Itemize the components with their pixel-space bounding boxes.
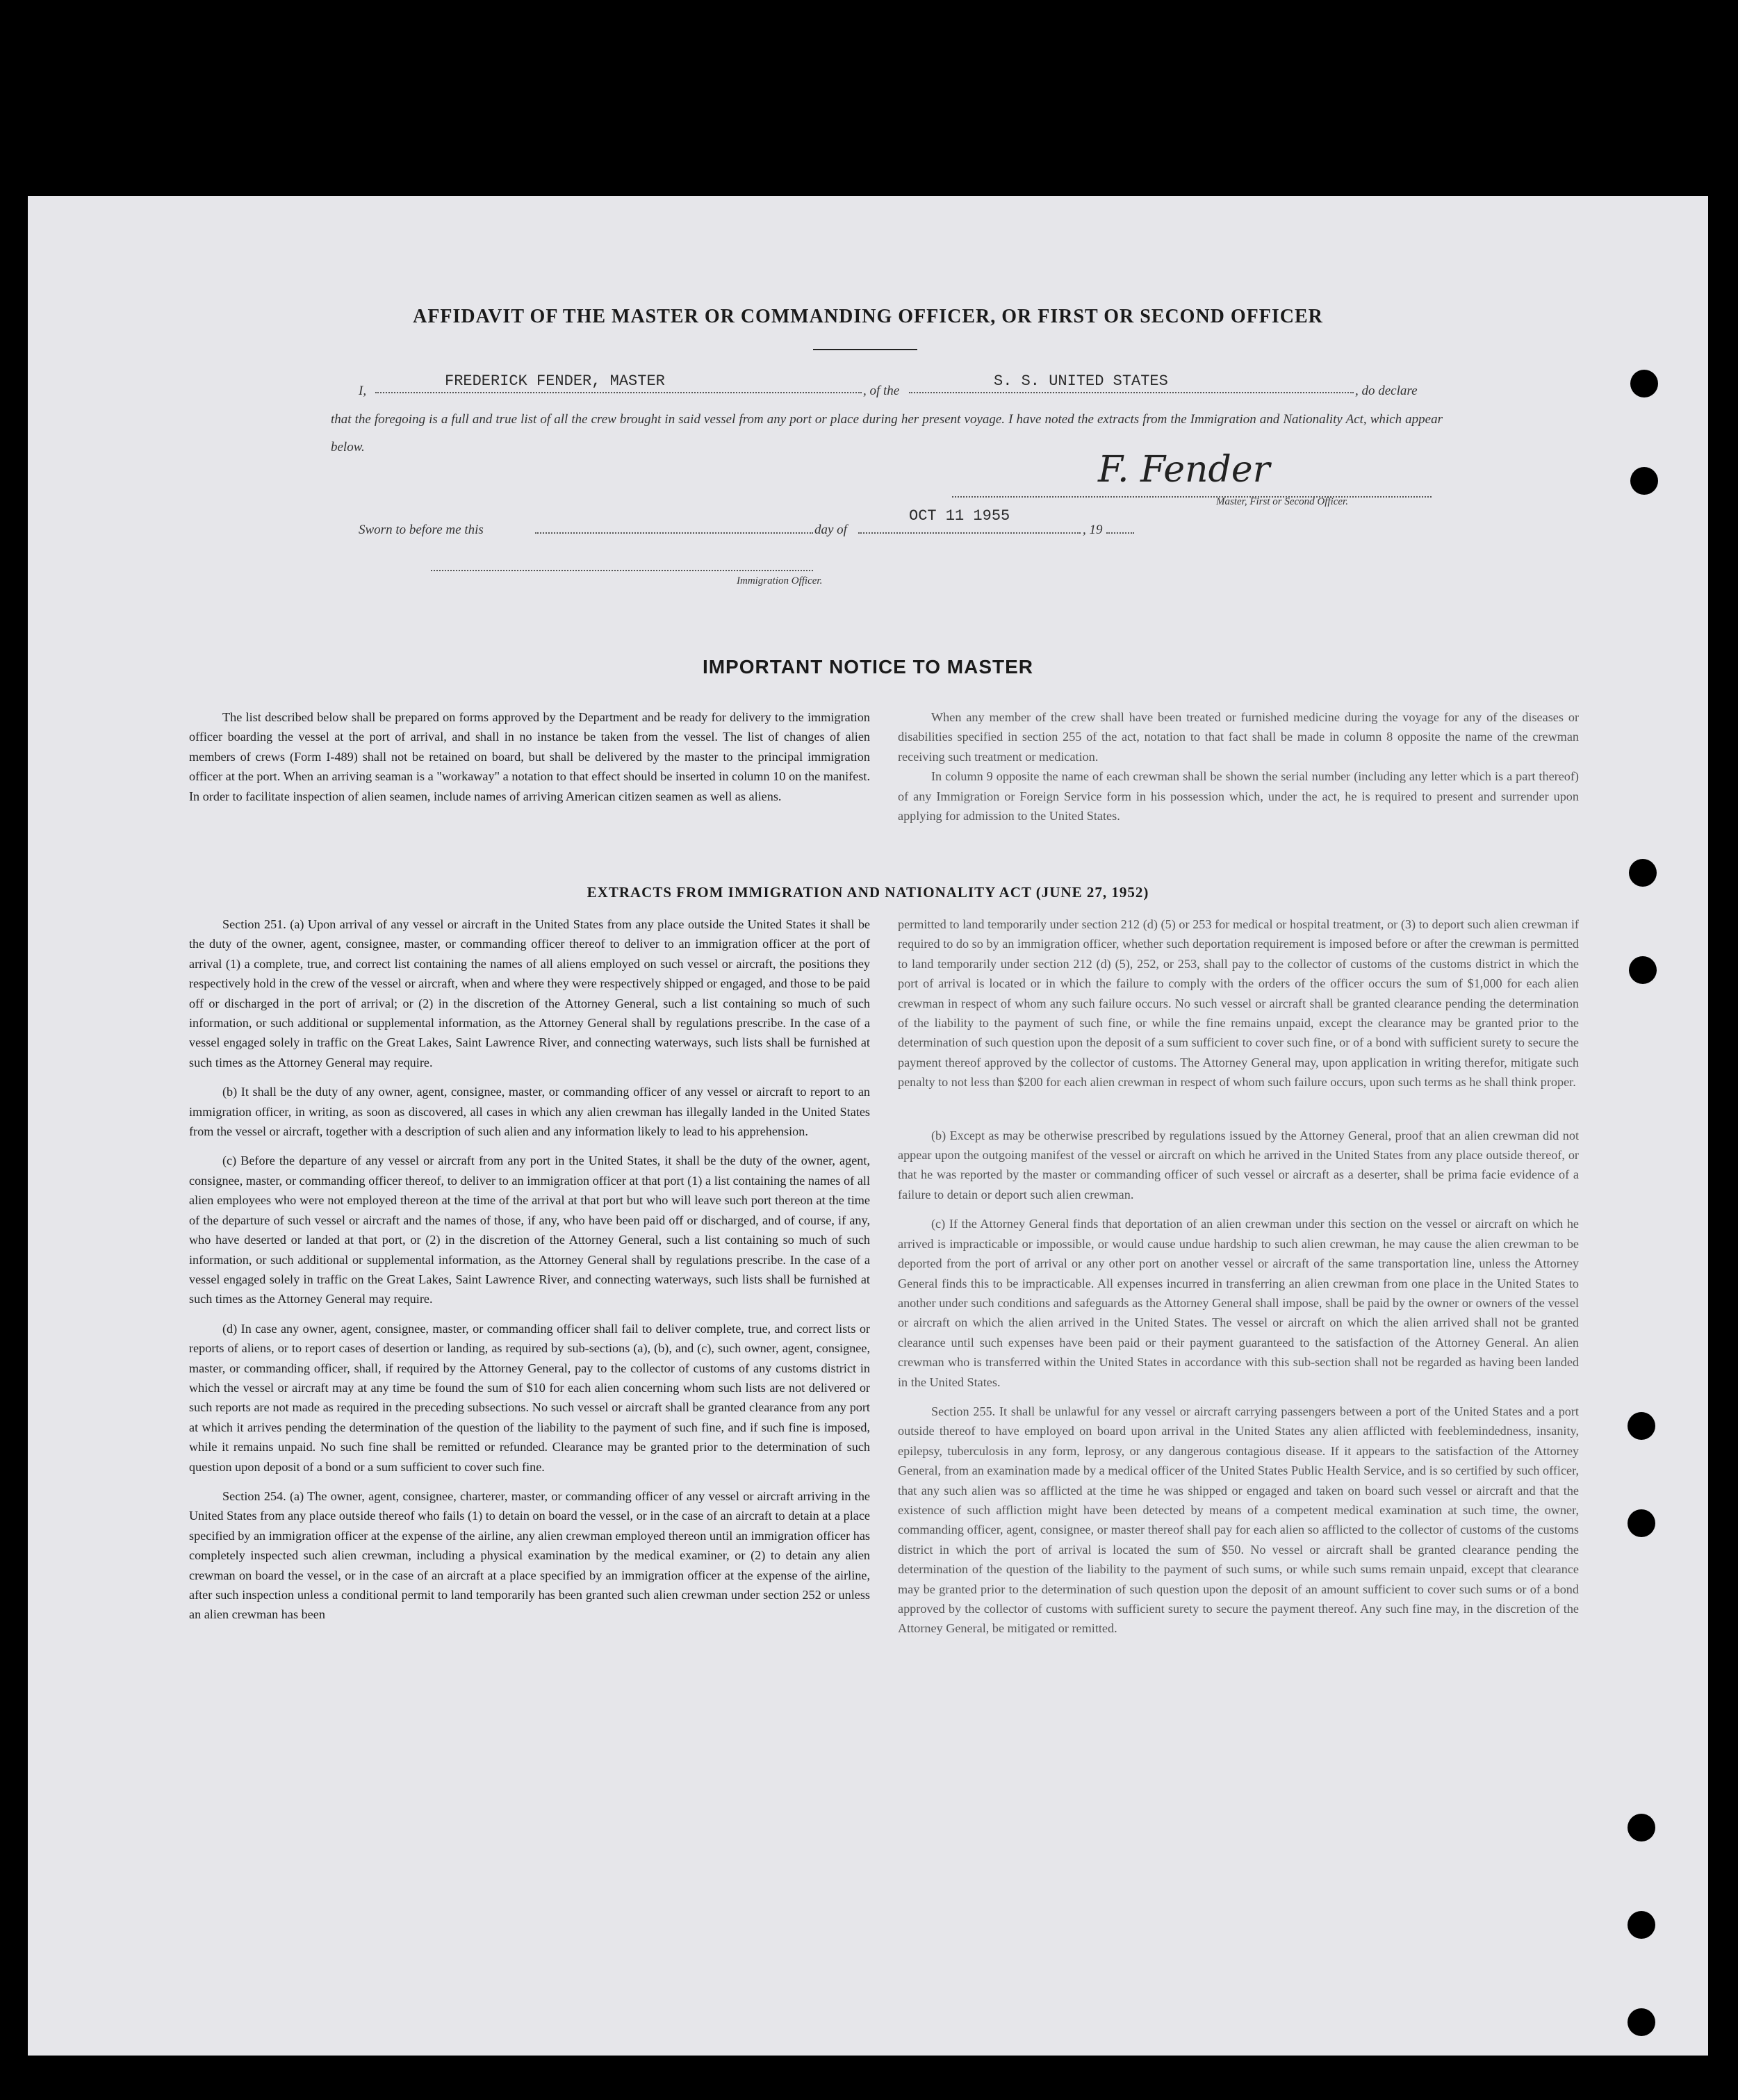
section-251-b: (b) It shall be the duty of any owner, agent, consignee, master, or commanding officer of any vessel or aircraft to report to an immigration officer, in writing, as soon as discovered, all cases in which any alien crewman has illegally landed in the United States from the vessel or aircraft, together with a description of such alien and any information likely to lead to his apprehension. — [189, 1085, 870, 1139]
year-line — [1106, 532, 1134, 534]
title-rule — [813, 349, 917, 350]
notice-left-text: The list described below shall be prepared on forms approved by the Department and be ready for delivery to the immigration officer boarding the vessel at the port of arrival, and shall in no instance be taken from the vessel. The list of changes of alien members of crews (Form I-489) shall not be retained on board, but shall be delivered by the master to the principal immigration officer at the port. When an arriving seaman is a "workaway" a notation to that effect should be inserted in column 10 on the manifest. In order to facilitate inspection of alien seamen, include names of arriving American citizen seamen as well as aliens. — [189, 710, 870, 803]
day-of-label: day of — [814, 523, 847, 537]
binder-hole — [1629, 859, 1657, 887]
section-251-d: (d) In case any owner, agent, consignee, master, or commanding officer shall fail to deliver complete, true, and correct lists or reports of aliens, or to report cases of desertion or landing, as required by sub-sections (a), (b), and (c), such owner, agent, consignee, master, or commanding officer, shall, if required by the Attorney General, pay to the collector of customs of any customs district in which the vessel or aircraft may at any time be found the sum of $10 for each alien concerning whom such lists are not delivered or such reports are not made as required in the preceding subsections. No such vessel or aircraft shall be granted clearance from any port at which it arrives pending the determination of the question of the liability to the payment of such fine, and if such fine is imposed, while it remains unpaid. No such fine shall be remitted or refunded. Clearance may be granted prior to the determination of such question upon deposit of a bond or a sum sufficient to cover such fine. — [189, 1321, 870, 1474]
extracts-right-column — [898, 914, 1579, 1648]
section-254-c: (c) If the Attorney General finds that deportation of an alien crewman under this section on the vessel or aircraft on which he arrived is impracticable or impossible, or would cause undue hardship to such alien crewman, he may cause the alien crewman to be deported from the port of arrival or any other port on another vessel or aircraft of the same transportation line, unless the Attorney General finds this to be impracticable. All expenses incurred in transferring an alien crewman from one place in the United States to another under such conditions and safeguards as the Attorney General shall impose, shall be paid by the owner or owners of the vessel or aircraft on which the alien arrived in the United States. The vessel or aircraft on which the alien arrived shall not be granted clearance until such expenses have been paid or their payment guaranteed to the satisfaction of the Attorney General. An alien crewman who is transferred within the United States in accordance with this sub-section shall not be regarded as having been landed in the United States. — [898, 1217, 1579, 1389]
signature-caption: Master, First or Second Officer. — [1216, 496, 1348, 507]
declare-label: , do declare — [1355, 384, 1418, 398]
binder-hole — [1628, 1412, 1655, 1440]
i-label: I, — [359, 384, 367, 398]
year-prefix: , 19 — [1083, 523, 1103, 537]
sworn-label: Sworn to before me this — [359, 523, 484, 537]
extracts-title: EXTRACTS FROM IMMIGRATION AND NATIONALITY ACT (JUNE 27, 1952) — [587, 884, 1149, 901]
notice-right — [898, 707, 1579, 835]
document-page — [28, 196, 1708, 2056]
notice-left — [189, 707, 870, 816]
section-254-a: Section 254. (a) The owner, agent, consignee, charterer, master, or commanding officer of any vessel or aircraft arriving in the United States from any place outside thereof who fails (1) to detain on board the vessel, or in the case of an aircraft to detain at a place specified by an immigration officer at the expense of the airline, any alien crewman employed thereon until an immigration officer has completely inspected such alien crewman, including a physical examination by the medical examiner, or (2) to detain any alien crewman on board the vessel, or in the case of an aircraft at a place specified by an immigration officer at the expense of the airline, after such inspection unless a conditional permit to land temporarily has been granted such alien crewman under section 252 or unless an alien crewman has been — [189, 1488, 870, 1622]
binder-hole — [1628, 1911, 1655, 1939]
affidavit-title: AFFIDAVIT OF THE MASTER OR COMMANDING OFFICER, OR FIRST OR SECOND OFFICER — [413, 306, 1323, 327]
binder-hole — [1628, 1509, 1655, 1537]
section-254-a-cont: permitted to land temporarily under section 212 (d) (5) or 253 for medical or hospital treatment, or (3) to deport such alien crewman if required to do so by an immigration officer, whether such deportation requirement is imposed before or after the crewman is permitted to land temporarily under section 212 (d) (5), 252, or 253, shall pay to the collector of customs of the customs district in which the port of arrival is located or in which the failure to comply with the orders of the officer occurs the sum of $1,000 for each alien crewman in respect of whom any such failure occurs. No such vessel or aircraft shall be granted clearance pending the determination of the liability to the payment of such fine, or while the fine remains unpaid, except the clearance may be granted prior to the determination of such question upon the deposit of a sum sufficient to cover such fine, or of a bond with sufficient surety to secure the payment thereof approved by the collector of customs. The Attorney General may, upon application in writing therefor, mitigate such penalty to not less than $200 for each alien crewman in respect of whom such failure occurs, upon such terms as he shall think proper. — [898, 917, 1579, 1090]
vessel-value: S. S. UNITED STATES — [994, 372, 1168, 390]
vessel-line — [909, 392, 1354, 393]
name-value: FREDERICK FENDER, MASTER — [445, 372, 665, 390]
section-254-b: (b) Except as may be otherwise prescribed by regulations issued by the Attorney General, proof that an alien crewman did not appear upon the outgoing manifest of the vessel or aircraft on which he arrived in the United States from any place outside thereof, or that he was reported by the master or commanding officer of such vessel or aircraft as a deserter, shall be prima facie evidence of a failure to detain or deport such alien crewman. — [898, 1128, 1579, 1201]
binder-hole — [1628, 1814, 1655, 1841]
officer-line — [431, 570, 813, 571]
notice-title: IMPORTANT NOTICE TO MASTER — [702, 656, 1034, 678]
notice-right-text-2: In column 9 opposite the name of each crewman shall be shown the serial number (including any letter which is a part thereof) of any Immigration or Foreign Service form in his possession which, under the act, he is required to present and surrender upon applying for admission to the United States. — [898, 769, 1579, 823]
name-line — [375, 392, 862, 393]
of-the-label: , of the — [863, 384, 900, 398]
sworn-day-line — [535, 532, 813, 534]
binder-hole — [1630, 467, 1658, 495]
sworn-month-line — [858, 532, 1081, 534]
binder-hole — [1629, 956, 1657, 984]
section-255: Section 255. It shall be unlawful for any vessel or aircraft carrying passengers between a port of the United States and a port outside thereof to have employed on board upon arrival in the United States any alien afflicted with feeblemindedness, insanity, epilepsy, tuberculosis in any form, leprosy, or any dangerous contagious disease. If it appears to the satisfaction of the Attorney General, from an examination made by a medical officer of the United States Public Health Service, and is so certified by such officer, that any such alien was so afflicted at the time he was shipped or engaged and taken on board such vessel or aircraft and that the existence of such affliction might have been detected by means of a competent medical examination at such time, the owner, commanding officer, agent, consignee, or master thereof shall pay for each alien so afflicted to the collector of customs of the customs district in which the port of arrival is located the sum of $50. No vessel or aircraft shall be granted clearance pending the determination of the question of the liability to the payment of such sums, or while such sums remain unpaid, except that clearance may be granted prior to the determination of such question upon the deposit of an amount sufficient to cover such sums or of a bond approved by the collector of customs with sufficient surety to secure the payment thereof. Any such fine may, in the discretion of the Attorney General, be mitigated or remitted. — [898, 1404, 1579, 1636]
affidavit-statement: that the foregoing is a full and true list of all the crew brought in said vessel from any port or place during her present voyage. I have noted the extracts from the Immigration and Nationality Act, which appear below. — [331, 412, 1443, 454]
binder-hole — [1630, 370, 1658, 397]
section-251-a: Section 251. (a) Upon arrival of any vessel or aircraft in the United States from any place outside the United States it shall be the duty of the owner, agent, consignee, master, or commanding officer thereof to deliver to an immigration officer at the port of arrival (1) a complete, true, and correct list containing the names of all aliens employed on such vessel or aircraft, the positions they respectively hold in the crew of the vessel or aircraft, when and where they were respectively shipped or engaged, and those to be paid off or discharged in the port of arrival; or (2) in the discretion of the Attorney General, such a list containing so much of such information, or such additional or supplemental information, as the Attorney General shall by regulations prescribe. In the case of a vessel engaged solely in traffic on the Great Lakes, Saint Lawrence River, and connecting waterways, such lists shall be furnished at such times as the Attorney General may require. — [189, 917, 870, 1069]
binder-hole — [1628, 2008, 1655, 2036]
officer-label: Immigration Officer. — [737, 575, 823, 586]
signature-line — [952, 496, 1432, 498]
signature: F. Fender — [1098, 449, 1270, 491]
date-stamp: OCT 11 1955 — [909, 507, 1010, 525]
section-251-c: (c) Before the departure of any vessel or aircraft from any port in the United States, it shall be the duty of the owner, agent, consignee, master, or commanding officer thereof, to deliver to an immigration officer at that port (1) a list containing the names of all alien employees who were not employed thereon at the time of the arrival at that port but who will leave such port thereon at the time of the departure of such vessel or aircraft and the names of those, if any, who have been paid off or discharged, and of course, if any, who have deserted or landed at that port, or (2) in the discretion of the Attorney General, such a list containing so much of such information, or such additional or supplemental information, as the Attorney General shall by regulations prescribe. In the case of a vessel engaged solely in traffic on the Great Lakes, Saint Lawrence River, and connecting waterways, such lists shall be furnished at such times as the Attorney General may require. — [189, 1154, 870, 1306]
notice-right-text-1: When any member of the crew shall have been treated or furnished medicine during the voyage for any of the diseases or disabilities specified in section 255 of the act, notation to that fact shall be made in column 8 opposite the name of the crewman receiving such treatment or medication. — [898, 710, 1579, 764]
extracts-left-column — [189, 914, 870, 1634]
